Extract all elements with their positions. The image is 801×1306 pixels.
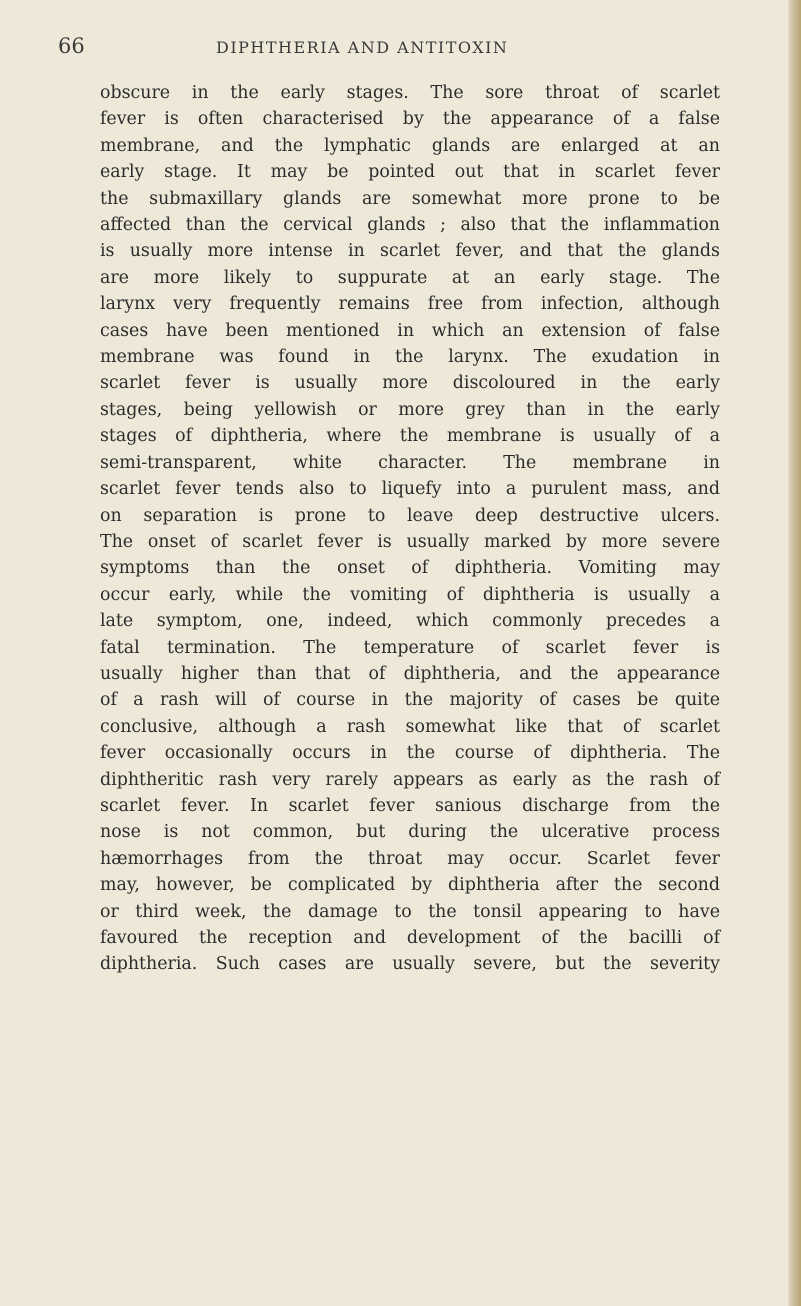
text-line: of a rash will of course in the majority of cases be quite	[100, 690, 720, 711]
text-line: larynx very frequently remains free from infection, although	[100, 294, 720, 315]
text-line: The onset of scarlet fever is usually marked by more severe	[100, 531, 720, 552]
body-text	[100, 80, 720, 978]
page-header	[58, 34, 708, 68]
text-line: scarlet fever is usually more discoloured in the early	[100, 373, 720, 394]
text-line: fever is often characterised by the appearance of a false	[100, 109, 720, 130]
text-line: may, however, be complicated by diphtheria after the second	[100, 875, 720, 896]
page-number: 66	[58, 34, 85, 58]
text-line: conclusive, although a rash somewhat like that of scarlet	[100, 716, 720, 737]
text-line: scarlet fever. In scarlet fever sanious discharge from the	[100, 795, 720, 816]
text-line: membrane was found in the larynx. The exudation in	[100, 347, 720, 368]
text-line: scarlet fever tends also to liquefy into a purulent mass, and	[100, 479, 720, 500]
text-line: or third week, the damage to the tonsil appearing to have	[100, 901, 720, 922]
text-line: diphtheritic rash very rarely appears as early as the rash of	[100, 769, 720, 790]
text-line: cases have been mentioned in which an extension of false	[100, 320, 720, 341]
text-line: membrane, and the lymphatic glands are enlarged at an	[100, 135, 720, 156]
running-head: DIPHTHERIA AND ANTITOXIN	[216, 38, 509, 57]
text-line: symptoms than the onset of diphtheria. Vomiting may	[100, 558, 720, 579]
text-line: obscure in the early stages. The sore throat of scarlet	[100, 83, 720, 103]
text-line: occur early, while the vomiting of diphtheria is usually a	[100, 584, 720, 605]
text-line: fatal termination. The temperature of scarlet fever is	[100, 637, 720, 658]
text-line: fever occasionally occurs in the course of diphtheria. The	[100, 743, 720, 764]
text-line: early stage. It may be pointed out that in scarlet fever	[100, 162, 720, 183]
text-line: on separation is prone to leave deep destructive ulcers.	[100, 505, 720, 526]
text-line: late symptom, one, indeed, which commonly precedes a	[100, 611, 720, 632]
text-line: semi-transparent, white character. The membrane in	[100, 452, 720, 473]
text-line: are more likely to suppurate at an early stage. The	[100, 267, 720, 288]
text-line: nose is not common, but during the ulcerative process	[100, 822, 720, 843]
text-line: usually higher than that of diphtheria, and the appearance	[100, 663, 720, 684]
text-line: diphtheria. Such cases are usually severe, but the severity	[100, 954, 720, 975]
text-line: affected than the cervical glands ; also that the inflammation	[100, 215, 720, 236]
text-line: stages of diphtheria, where the membrane is usually of a	[100, 426, 720, 447]
text-line: the submaxillary glands are somewhat more prone to be	[100, 188, 720, 209]
text-line: favoured the reception and development of the bacilli of	[100, 928, 720, 948]
text-line: hæmorrhages from the throat may occur. Scarlet fever	[100, 848, 720, 869]
page-edge	[788, 0, 801, 1306]
text-line: stages, being yellowish or more grey than in the early	[100, 399, 720, 420]
text-line: is usually more intense in scarlet fever, and that the glands	[100, 241, 720, 262]
